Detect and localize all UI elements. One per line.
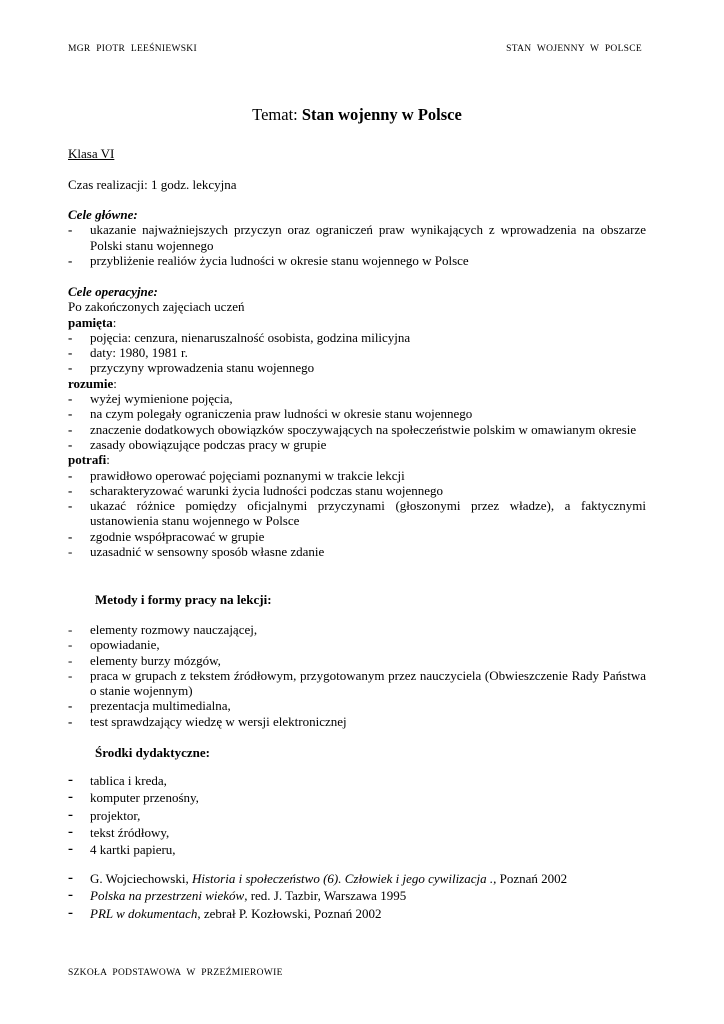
bibliography-section <box>68 870 646 922</box>
list-item: - ukazać różnice pomiędzy oficjalnymi przyczynami (głoszonymi przez władze), a faktycznymi ustanowienia stanu wojennego w Polsce <box>68 498 646 529</box>
list-item: - opowiadanie, <box>68 637 646 652</box>
list-item: - projektor, <box>68 807 646 824</box>
bibliography-item: - Polska na przestrzeni wieków, red. J. Tazbir, Warszawa 1995 <box>68 887 646 904</box>
list-item: - zasady obowiązujące podczas pracy w grupie <box>68 437 646 452</box>
page-title <box>68 107 646 122</box>
bibliography-list <box>68 870 646 922</box>
list-item: - 4 kartki papieru, <box>68 841 646 858</box>
teaching-aids-heading: Środki dydaktyczne: <box>95 745 210 760</box>
list-item: - przyczyny wprowadzenia stanu wojennego <box>68 360 646 375</box>
footer-school: SZKOŁA PODSTAWOWA W PRZEŹMIEROWIE <box>68 968 283 978</box>
can-do-label: potrafi: <box>68 452 110 468</box>
list-item: - komputer przenośny, <box>68 789 646 806</box>
remembers-list <box>68 330 646 376</box>
header-topic: STAN WOJENNY W POLSCE <box>506 44 642 54</box>
teaching-aids-section <box>68 772 646 858</box>
title-prefix: Temat: <box>252 105 302 124</box>
operational-intro: Po zakończonych zajęciach uczeń <box>68 299 245 315</box>
main-goals-section <box>68 207 646 268</box>
bibliography-item: - PRL w dokumentach, zebrał P. Kozłowski, Poznań 2002 <box>68 905 646 922</box>
understands-label: rozumie: <box>68 375 117 391</box>
methods-section <box>68 622 646 729</box>
list-item: - pojęcia: cenzura, nienaruszalność osobista, godzina milicyjna <box>68 330 646 345</box>
title-main: Stan wojenny w Polsce <box>301 105 462 124</box>
remembers-label: pamięta: <box>68 314 117 330</box>
list-item: - tekst źródłowy, <box>68 824 646 841</box>
list-item: - tablica i kreda, <box>68 772 646 789</box>
list-item: - elementy rozmowy nauczającej, <box>68 622 646 637</box>
understands-list <box>68 391 646 452</box>
list-item: - test sprawdzający wiedzę w wersji elektronicznej <box>68 714 646 729</box>
list-item: - scharakteryzować warunki życia ludności podczas stanu wojennego <box>68 483 646 498</box>
list-item: - przybliżenie realiów życia ludności w okresie stanu wojennego w Polsce <box>68 253 646 268</box>
list-item: - wyżej wymienione pojęcia, <box>68 391 646 406</box>
list-item: - prawidłowo operować pojęciami poznanymi w trakcie lekcji <box>68 468 646 483</box>
list-item: - praca w grupach z tekstem źródłowym, przygotowanym przez nauczyciela (Obwieszczenie Rady Państwa o stanie wojennym) <box>68 668 646 699</box>
methods-list <box>68 622 646 729</box>
operational-goals-section <box>68 284 646 559</box>
list-item: - znaczenie dodatkowych obowiązków spoczywających na społeczeństwie polskim w omawianym okresie <box>68 422 646 437</box>
operational-goals-heading: Cele operacyjne: <box>68 284 158 299</box>
bibliography-item: - G. Wojciechowski, Historia i społeczeństwo (6). Człowiek i jego cywilizacja ., Poznań 2002 <box>68 870 646 887</box>
list-item: - na czym polegały ograniczenia praw ludności w okresie stanu wojennego <box>68 406 646 421</box>
list-item: - zgodnie współpracować w grupie <box>68 529 646 544</box>
duration-text: Czas realizacji: 1 godz. lekcyjna <box>68 177 237 192</box>
main-goals-heading: Cele główne: <box>68 207 138 222</box>
methods-heading: Metody i formy pracy na lekcji: <box>95 592 272 607</box>
list-item: - uzasadnić w sensowny sposób własne zdanie <box>68 544 646 559</box>
header-author: MGR PIOTR LEEŚNIEWSKI <box>68 44 197 54</box>
main-goals-list <box>68 222 646 268</box>
can-do-list <box>68 468 646 560</box>
list-item: - prezentacja multimedialna, <box>68 698 646 713</box>
class-label: Klasa VI <box>68 146 115 161</box>
list-item: - ukazanie najważniejszych przyczyn oraz ograniczeń praw wynikających z wprowadzenia na obszarze Polski stanu wojennego <box>68 222 646 253</box>
list-item: - elementy burzy mózgów, <box>68 653 646 668</box>
teaching-aids-list <box>68 772 646 858</box>
list-item: - daty: 1980, 1981 r. <box>68 345 646 360</box>
